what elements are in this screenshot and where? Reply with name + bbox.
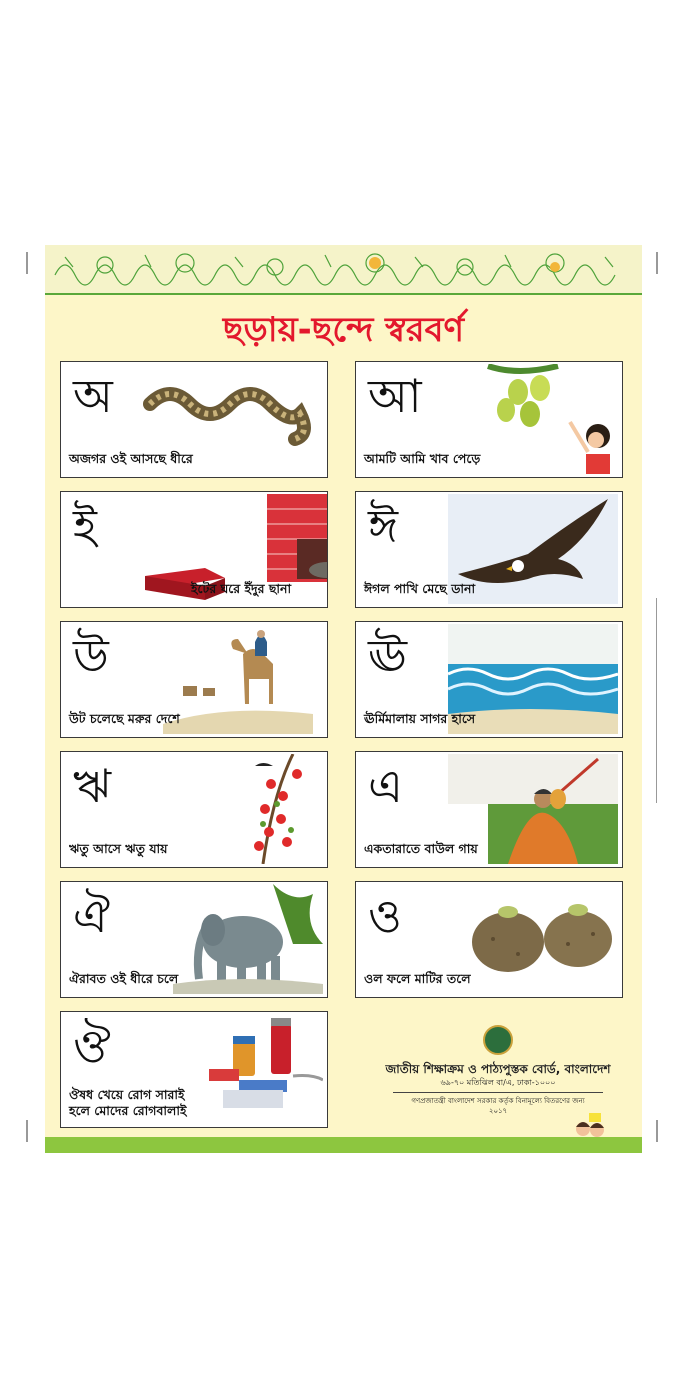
caption-line: হলে মোদের রোগবালাই [69,1103,187,1118]
card-caption: আমটি আমি খাব পেড়ে [364,451,481,466]
alphabet-poster [45,245,642,1153]
crop-mark [26,1120,28,1142]
poster-title: ছড়ায়-ছন্দে স্বরবর্ণ [222,310,465,350]
elephant-image [153,884,323,994]
publisher-address: ৬৯-৭০ মতিঝিল বা/এ, ঢাকা-১০০০ [440,1078,556,1087]
card-caption: একতারাতে বাউল গায় [364,841,478,856]
crop-mark [656,252,658,274]
card-letter: ঊ [368,629,408,683]
card-a [60,361,328,478]
floral-border [45,245,642,295]
card-caption: ঋতু আসে ঋতু যায় [69,841,168,856]
divider [393,1092,603,1093]
card-u [60,621,328,738]
distribution-note: গণপ্রজাতন্ত্রী বাংলাদেশ সরকার কর্তৃক বিনামূল্যে বিতরণের জন্য [411,1097,585,1105]
card-uu [355,621,623,738]
card-letter: আ [368,369,422,423]
flowering-branch-bird-image [153,754,323,864]
card-letter: ঐ [73,889,110,943]
card-ii [355,491,623,608]
caption-line: ঔষধ খেয়ে রোগ সারাই [69,1087,185,1102]
card-letter: ই [73,499,97,553]
card-caption [69,1087,187,1119]
publisher-block [373,1025,623,1116]
card-o [355,881,623,998]
card-letter: ঋ [73,759,112,813]
crop-mark [656,1120,658,1142]
crop-mark [656,598,657,803]
card-i [60,491,328,608]
card-aa [355,361,623,478]
card-caption: ঐরাবত ওই ধীরে চলে [69,971,179,986]
card-caption: ঊর্মিমালায় সাগর হাসে [364,711,476,726]
card-caption: ইটের ঘরে ইঁদুর ছানা [191,581,292,596]
card-letter: এ [368,759,403,813]
kids-mascot-icon [573,1113,609,1139]
card-oi [60,881,328,998]
card-letter: ও [368,889,402,943]
bottom-bar [45,1137,642,1153]
card-caption: ওল ফলে মাটির তলে [364,971,471,986]
publisher-name: জাতীয় শিক্ষাক্রম ও পাঠ্যপুস্তক বোর্ড, বাংলাদেশ [385,1062,611,1076]
card-caption: ঈগল পাখি মেছে ডানা [364,581,476,596]
card-caption: উট চলেছে মরুর দেশে [69,711,180,726]
card-caption: অজগর ওই আসছে ধীরে [69,451,193,466]
border-line [45,293,642,295]
card-letter: অ [73,369,113,423]
nctb-emblem-icon [483,1025,513,1055]
card-e [355,751,623,868]
publication-year: ২০১৭ [488,1107,508,1115]
card-letter: উ [73,629,109,683]
card-letter: ঔ [73,1019,111,1073]
card-letter: ঈ [368,499,399,553]
card-ou [60,1011,328,1128]
yam-image [448,884,618,994]
crop-mark [26,252,28,274]
card-ri [60,751,328,868]
